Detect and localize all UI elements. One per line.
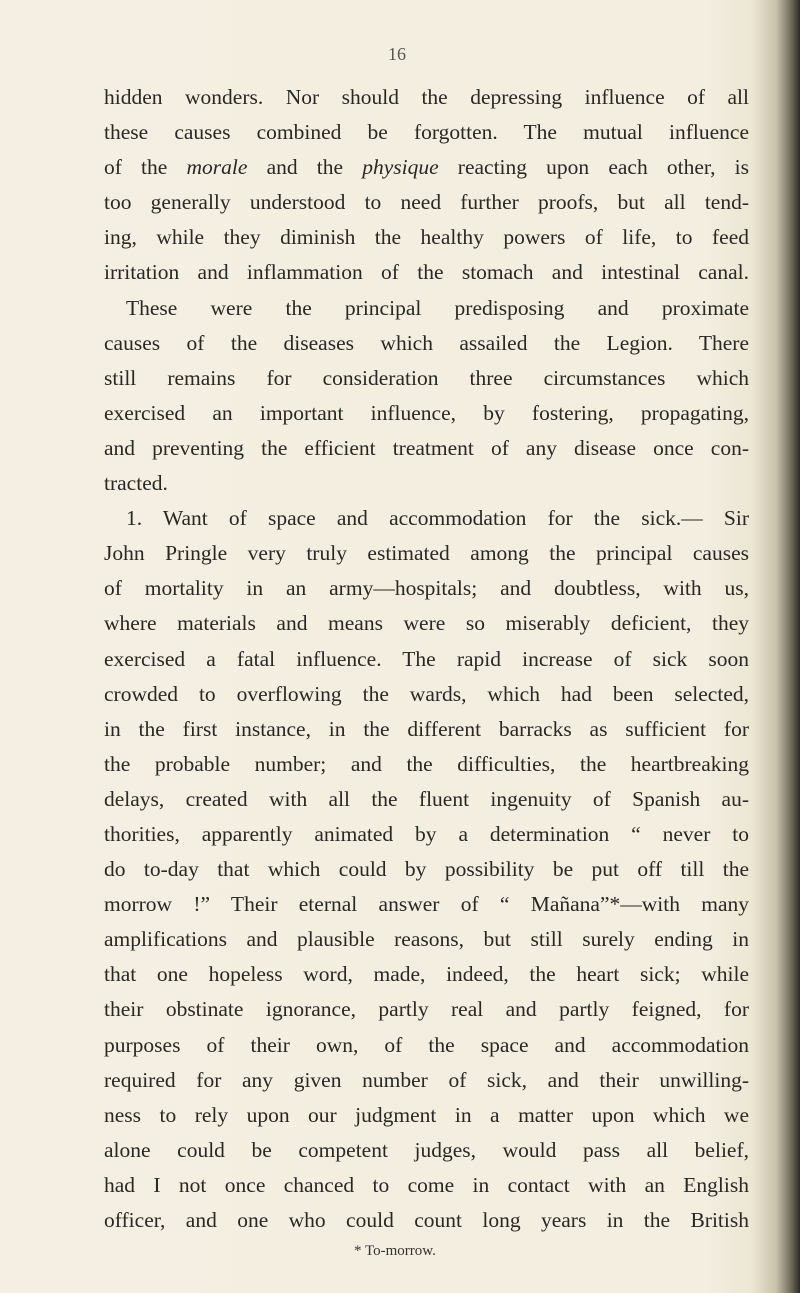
text-line: do to-day that which could by possibility be put off till the bbox=[104, 857, 749, 882]
text-line: hidden wonders. Nor should the depressing influence of all bbox=[104, 85, 749, 109]
text-line: of mortality in an army—hospitals; and doubtless, with us, bbox=[104, 576, 749, 601]
text-line: causes of the diseases which assailed the Legion. There bbox=[104, 330, 749, 355]
text-line: ing, while they diminish the healthy powers of life, to feed bbox=[104, 225, 749, 250]
text-line: exercised a fatal influence. The rapid increase of sick soon bbox=[104, 646, 749, 671]
text-line: too generally understood to need further proofs, but all tend- bbox=[104, 190, 749, 215]
text-line: morrow !” Their eternal answer of “ Mañana”*—with many bbox=[104, 892, 749, 917]
page-number: 16 bbox=[388, 44, 406, 64]
text-line: irritation and inflammation of the stomach and intestinal canal. bbox=[104, 260, 749, 285]
italic-word: physique bbox=[362, 155, 439, 180]
italic-word: morale bbox=[186, 155, 248, 180]
footnote: * To-morrow. bbox=[354, 1243, 436, 1259]
text-line: still remains for consideration three circumstances which bbox=[104, 365, 749, 390]
text-line: the probable number; and the difficulties, the heartbreaking bbox=[104, 751, 749, 776]
text-line: exercised an important influence, by fostering, propagating, bbox=[104, 400, 749, 425]
text-line: These were the principal predisposing and proximate bbox=[126, 295, 749, 320]
text-line: officer, and one who could count long years in the British bbox=[104, 1208, 749, 1232]
text-line: purposes of their own, of the space and accommodation bbox=[104, 1032, 749, 1057]
text-line bbox=[104, 150, 749, 185]
text-line: required for any given number of sick, and their unwilling- bbox=[104, 1067, 749, 1092]
text-line: that one hopeless word, made, indeed, the heart sick; while bbox=[104, 962, 749, 987]
text-line: delays, created with all the fluent ingenuity of Spanish au- bbox=[104, 786, 749, 811]
text-line: alone could be competent judges, would pass all belief, bbox=[104, 1137, 749, 1162]
text-line: 1. Want of space and accommodation for the sick.— Sir bbox=[126, 506, 749, 531]
text-span: of the bbox=[104, 155, 168, 180]
text-line: amplifications and plausible reasons, but still surely ending in bbox=[104, 927, 749, 952]
text-line: their obstinate ignorance, partly real and partly feigned, for bbox=[104, 997, 749, 1022]
text-line: ness to rely upon our judgment in a matter upon which we bbox=[104, 1102, 749, 1127]
text-span: and the bbox=[266, 155, 344, 180]
text-line: in the first instance, in the different barracks as sufficient for bbox=[104, 716, 749, 741]
text-line: thorities, apparently animated by a determination “ never to bbox=[104, 821, 749, 846]
text-line: crowded to overflowing the wards, which had been selected, bbox=[104, 681, 749, 706]
text-line: where materials and means were so miserably deficient, they bbox=[104, 611, 749, 636]
text-line: and preventing the efficient treatment of any disease once con- bbox=[104, 435, 749, 460]
text-line: these causes combined be forgotten. The mutual influence bbox=[104, 120, 749, 145]
text-line: John Pringle very truly estimated among the principal causes bbox=[104, 541, 749, 566]
text-line: had I not once chanced to come in contact with an English bbox=[104, 1172, 749, 1197]
text-span: reacting upon each other, is bbox=[457, 155, 750, 180]
body-text bbox=[104, 80, 749, 1238]
text-line: tracted. bbox=[104, 471, 168, 496]
